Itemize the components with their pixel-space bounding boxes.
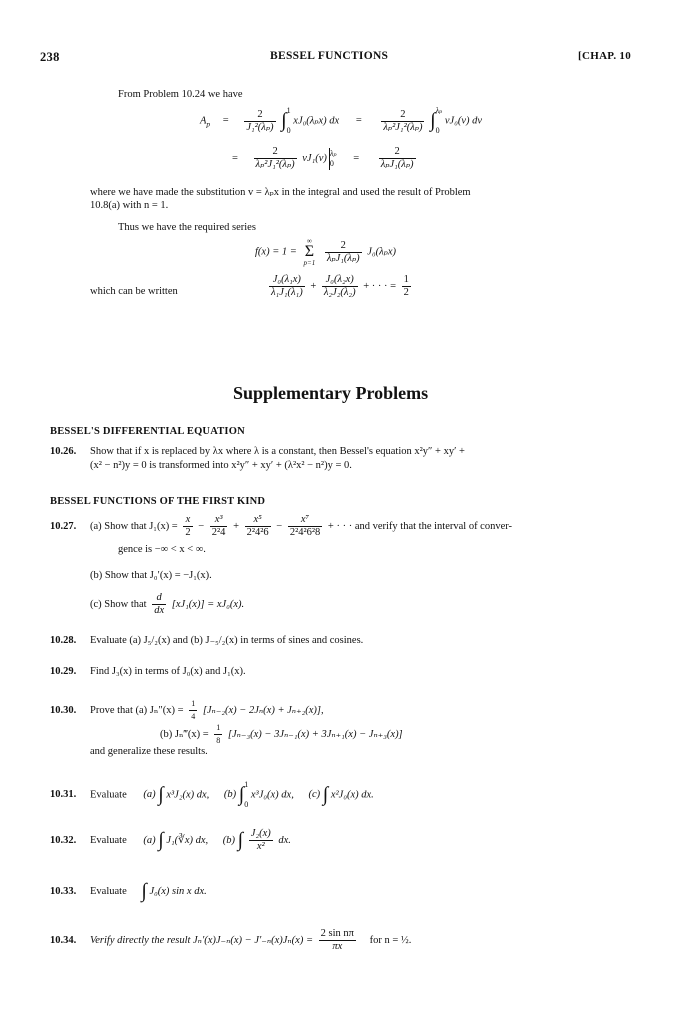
- problem-number: 10.27.: [50, 520, 77, 532]
- p33-evaluate: Evaluate: [90, 885, 127, 897]
- p30a-frac-num: 1: [191, 699, 196, 708]
- integral-sign-icon: ∫: [238, 783, 245, 806]
- p27a-f3-den: 2²4²6: [246, 527, 269, 538]
- eq1-frac1-den: J₁²(λₚ): [246, 121, 274, 133]
- p31c-integrand: x²J₀(x) dx.: [330, 789, 374, 801]
- p32-evaluate: Evaluate: [90, 834, 127, 846]
- p30b-post: [Jₙ₋₃(x) − 3Jₙ₋₁(x) + 3Jₙ₊₁(x) − Jₙ₊₃(x)]: [227, 728, 403, 740]
- series-lhs: f(x) = 1 =: [255, 246, 297, 258]
- p34-frac-den: πx: [319, 940, 356, 953]
- eq1-int1-limits: [287, 106, 291, 136]
- p31b-lower: 0: [244, 800, 249, 809]
- p27a-frac-2: [210, 514, 228, 539]
- problem-10-27c: [90, 592, 244, 617]
- problem-number: 10.29.: [50, 666, 77, 677]
- p31c-label: (c): [308, 789, 321, 801]
- eq1-int2-limits: [436, 106, 443, 136]
- p34-prefix: Verify directly the result Jₙ′(x)J₋ₙ(x) − J′₋ₙ(x)Jₙ(x) =: [90, 934, 314, 946]
- problem-10-31: [50, 780, 374, 810]
- series-frac-den: λₚJ₁(λₚ): [326, 252, 360, 264]
- p27c-d-num: d: [156, 592, 162, 603]
- problem-10-27a: [50, 514, 512, 539]
- eq2-lower: 0: [329, 158, 334, 168]
- p30b-fraction: [214, 722, 222, 747]
- eq1-fraction-1: [244, 109, 275, 134]
- written-text: which can be written: [90, 286, 178, 297]
- integral-sign-icon: ∫: [158, 829, 164, 851]
- problem-text: Find J₃(x) in terms of J₀(x) and J₁(x).: [90, 666, 246, 677]
- equation-ap-line2: [232, 146, 419, 171]
- p34-fraction: [319, 928, 356, 953]
- eq2-expression: vJ₁(v): [302, 152, 327, 164]
- p27a-minus-2: −: [276, 520, 283, 532]
- eq1-int2-upper: λₚ: [435, 106, 443, 115]
- p32b-label: (b): [222, 834, 236, 846]
- problem-10-29: [50, 666, 246, 677]
- eq2-frac1-num: 2: [272, 146, 278, 157]
- problem-10-30-generalize: and generalize these results.: [90, 746, 208, 757]
- p27a-tail: + · · · and verify that the interval of conver-: [327, 520, 513, 532]
- p31b-label: (b): [223, 789, 237, 801]
- p32b-tail: dx.: [278, 834, 291, 846]
- eq1-int1-upper: 1: [286, 106, 291, 115]
- eq-lhs-sub: p: [206, 119, 211, 129]
- problem-number: 10.31.: [50, 789, 77, 801]
- eq1-equals-2: =: [355, 115, 362, 127]
- eq2-upper: λₚ: [329, 148, 337, 158]
- p31b-limits: [244, 780, 248, 810]
- problem-10-30a: [50, 698, 324, 723]
- eq2-equals: =: [232, 152, 238, 164]
- p27a-f1-num: x: [185, 514, 191, 525]
- section-heading-first-kind: BESSEL FUNCTIONS OF THE FIRST KIND: [50, 496, 266, 507]
- p27a-frac-4: [288, 514, 322, 539]
- p30a-prefix: Prove that (a) Jₙ″(x) =: [90, 704, 184, 716]
- problem-text: Show that if x is replaced by λx where λ is a constant, then Bessel's equation x²y″ + xy′ +: [90, 446, 465, 457]
- eq1-int2-lower: 0: [435, 126, 440, 135]
- eq1-frac1-num: 2: [257, 108, 263, 120]
- problem-number: 10.34.: [50, 934, 77, 946]
- intro-from-problem: From Problem 10.24 we have: [118, 89, 243, 100]
- chapter-label: [CHAP. 10: [578, 50, 632, 62]
- thus-text: Thus we have the required series: [118, 222, 256, 233]
- eq1-integrand-1: xJ₀(λₚx) dx: [293, 115, 340, 127]
- p32b-num: J₂(x): [250, 828, 271, 839]
- p27a-frac-3: [245, 514, 271, 539]
- series-fraction: [325, 240, 362, 265]
- eq1-fraction-2: [381, 109, 424, 134]
- eq1-integrand-2: vJ₀(v) dv: [444, 115, 483, 127]
- eq2-limits: [330, 149, 337, 169]
- problem-number: 10.26.: [50, 446, 77, 457]
- sum-lower: p=1: [303, 259, 316, 267]
- p27a-plus: +: [233, 520, 239, 532]
- w-frac3-num: 1: [403, 274, 409, 285]
- p33-integrand: J₀(x) sin x dx.: [149, 885, 207, 897]
- sum-sign-icon: Σ: [304, 243, 315, 260]
- p27c-post: [xJ₁(x)] = xJ₀(x).: [171, 598, 245, 610]
- p31-evaluate: Evaluate: [90, 789, 127, 801]
- problem-number: 10.32.: [50, 834, 77, 846]
- written-fraction-3: [402, 274, 411, 299]
- series-frac-num: 2: [340, 239, 346, 251]
- p27a-prefix: (a) Show that J₁(x) =: [90, 520, 178, 532]
- eq1-frac2-num: 2: [400, 108, 406, 120]
- integral-sign-icon: ∫: [430, 109, 436, 132]
- eq-equals: =: [222, 115, 229, 127]
- p27a-f2-num: x³: [214, 514, 223, 525]
- summation: [304, 237, 316, 267]
- problem-10-34: [50, 928, 411, 953]
- p34-frac-num: 2 sin nπ: [320, 928, 354, 939]
- w-frac1-den: λ₁J₁(λ₁): [271, 287, 303, 298]
- p31a-label: (a): [143, 789, 156, 801]
- series-equation: [255, 237, 396, 267]
- p27a-f1-den: 2: [185, 527, 191, 538]
- eq2-fraction-1: [254, 146, 297, 171]
- substitution-text-2: 10.8(a) with n = 1.: [90, 200, 169, 211]
- p27a-f2-den: 2²4: [211, 527, 226, 538]
- w-frac2-den: λ₂J₂(λ₂): [323, 287, 356, 298]
- problem-10-30b: [160, 722, 403, 747]
- eq1-frac2-den: λₚ²J₁²(λₚ): [383, 121, 423, 133]
- problem-10-26-line2: (x² − n²)y = 0 is transformed into x²y″ + xy′ + (λ²x² − n²)y = 0.: [90, 460, 352, 471]
- written-tail: + · · · =: [363, 280, 397, 292]
- running-title: BESSEL FUNCTIONS: [270, 50, 389, 62]
- p27c-derivative: [152, 592, 166, 617]
- problem-10-26: [50, 446, 465, 457]
- p31b-integrand: x³J₀(x) dx,: [250, 789, 294, 801]
- problem-10-32: [50, 828, 291, 853]
- p32b-den: x²: [249, 840, 273, 853]
- p31a-integrand: x³J₂(x) dx,: [166, 789, 210, 801]
- equation-ap-line1: [200, 106, 482, 136]
- p30b-frac-den: 8: [216, 736, 221, 745]
- written-fraction-2: [322, 274, 358, 299]
- integral-sign-icon: ∫: [237, 829, 244, 851]
- section-heading-differential-equation: BESSEL'S DIFFERENTIAL EQUATION: [50, 426, 245, 437]
- eq2-frac1-den: λₚ²J₁²(λₚ): [255, 159, 295, 170]
- problem-10-33: [50, 880, 207, 903]
- p27c-d-den: dx: [154, 605, 165, 616]
- supplementary-title: Supplementary Problems: [233, 383, 429, 403]
- eq2-fraction-2: [379, 146, 416, 171]
- integral-sign-icon: ∫: [322, 783, 329, 806]
- p30a-fraction: [189, 698, 197, 723]
- problem-10-27b: (b) Show that J₀′(x) = −J₁(x).: [90, 570, 212, 581]
- eq2-equals-2: =: [353, 152, 360, 164]
- problem-10-28: [50, 634, 363, 646]
- eq1-int1-lower: 0: [286, 126, 291, 135]
- integral-sign-icon: ∫: [158, 783, 164, 806]
- written-plus: +: [310, 280, 317, 292]
- integral-sign-icon: ∫: [141, 880, 147, 902]
- p32a-label: (a): [143, 834, 156, 846]
- written-fraction-1: [269, 274, 305, 299]
- written-series: [266, 274, 414, 299]
- page-number: 238: [40, 50, 60, 64]
- p34-post: for n = ½.: [369, 934, 412, 946]
- w-frac1-num: J₀(λ₁x): [272, 274, 301, 285]
- p30a-frac-den: 4: [191, 712, 196, 721]
- p27a-f3-num: x⁵: [253, 514, 262, 525]
- problem-number: 10.33.: [50, 885, 77, 897]
- eq-lhs: A: [200, 115, 207, 127]
- series-term: J₀(λₚx): [367, 246, 397, 258]
- integral-sign-icon: ∫: [281, 109, 287, 132]
- p30b-frac-num: 1: [216, 723, 221, 732]
- p27a-frac-1: [183, 514, 192, 539]
- p27c-prefix: (c) Show that: [90, 598, 147, 610]
- p27a-minus-1: −: [198, 520, 205, 532]
- eq2-frac2-den: λₚJ₁(λₚ): [380, 159, 414, 170]
- p32b-fraction: [249, 828, 273, 853]
- p32a-integrand: J₁(∛x) dx,: [166, 834, 209, 846]
- problem-text: Evaluate (a) J₅/₂(x) and (b) J₋₅/₂(x) in terms of sines and cosines.: [90, 635, 364, 646]
- sum-upper: ∞: [306, 237, 312, 245]
- p30a-post: [Jₙ₋₂(x) − 2Jₙ(x) + Jₙ₊₂(x)],: [202, 704, 324, 716]
- w-frac2-num: J₀(λ₂x): [325, 274, 354, 285]
- problem-number: 10.30.: [50, 704, 77, 716]
- p30b-prefix: (b) Jₙ‴(x) =: [160, 728, 209, 740]
- p27a-f4-num: x⁷: [300, 514, 310, 525]
- eq2-frac2-num: 2: [394, 146, 400, 157]
- problem-10-27a-line2: gence is −∞ < x < ∞.: [118, 544, 206, 555]
- substitution-text: where we have made the substitution v = λₚx in the integral and used the result of Problem: [90, 187, 471, 198]
- p27a-f4-den: 2²4²6²8: [289, 527, 321, 538]
- problem-number: 10.28.: [50, 635, 77, 646]
- w-frac3-den: 2: [403, 287, 409, 298]
- p31b-upper: 1: [244, 780, 249, 789]
